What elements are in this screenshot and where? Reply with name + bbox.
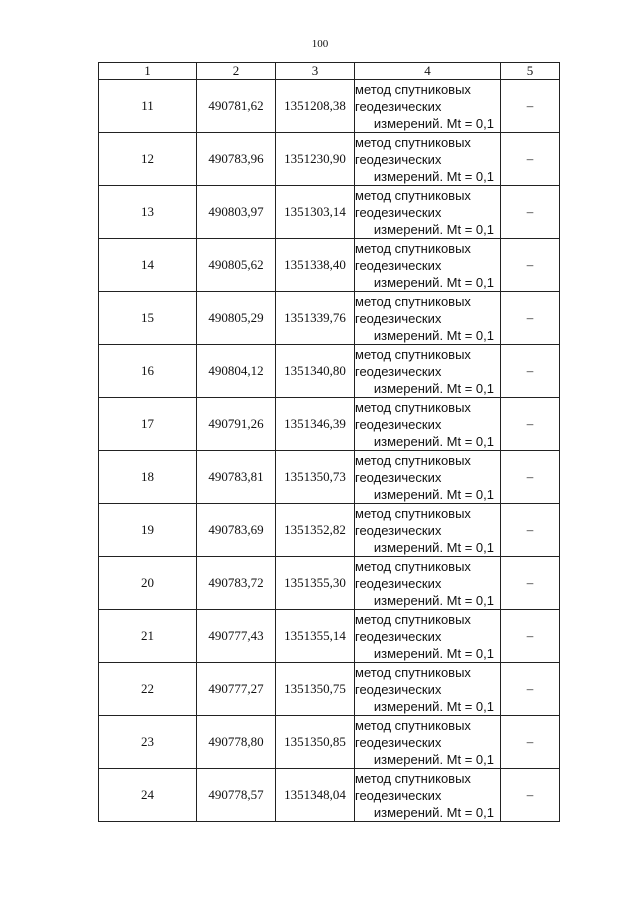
point-number: 13 xyxy=(99,186,197,239)
coordinate-y: 1351346,39 xyxy=(276,398,355,451)
method-line-2: геодезических xyxy=(355,310,442,326)
method-line-2: геодезических xyxy=(355,416,442,432)
method-line-3: измерений. Mt = 0,1 xyxy=(373,645,494,661)
header-col-2: 2 xyxy=(197,63,276,80)
coordinate-y: 1351340,80 xyxy=(276,345,355,398)
method-description xyxy=(355,239,501,292)
note-cell: – xyxy=(501,610,560,663)
note-cell: – xyxy=(501,345,560,398)
point-number: 15 xyxy=(99,292,197,345)
method-description xyxy=(355,769,501,822)
coordinate-y: 1351348,04 xyxy=(276,769,355,822)
note-cell: – xyxy=(501,186,560,239)
coordinate-y: 1351350,73 xyxy=(276,451,355,504)
table-row xyxy=(99,504,560,557)
point-number: 18 xyxy=(99,451,197,504)
method-description xyxy=(355,186,501,239)
method-description xyxy=(355,80,501,133)
method-line-3: измерений. Mt = 0,1 xyxy=(373,327,494,343)
method-line-1: метод спутниковых xyxy=(355,452,471,468)
coordinate-x: 490805,62 xyxy=(197,239,276,292)
method-description xyxy=(355,716,501,769)
header-col-1: 1 xyxy=(99,63,197,80)
method-description xyxy=(355,398,501,451)
method-line-1: метод спутниковых xyxy=(355,558,471,574)
note-cell: – xyxy=(501,504,560,557)
method-line-2: геодезических xyxy=(355,787,442,803)
method-line-2: геодезических xyxy=(355,681,442,697)
header-col-3: 3 xyxy=(276,63,355,80)
coordinate-x: 490783,81 xyxy=(197,451,276,504)
point-number: 19 xyxy=(99,504,197,557)
table-row xyxy=(99,716,560,769)
coordinate-y: 1351208,38 xyxy=(276,80,355,133)
note-cell: – xyxy=(501,80,560,133)
method-description xyxy=(355,345,501,398)
coordinate-x: 490791,26 xyxy=(197,398,276,451)
method-line-2: геодезических xyxy=(355,98,442,114)
point-number: 20 xyxy=(99,557,197,610)
method-line-1: метод спутниковых xyxy=(355,505,471,521)
coordinate-x: 490777,43 xyxy=(197,610,276,663)
method-line-1: метод спутниковых xyxy=(355,187,471,203)
method-line-1: метод спутниковых xyxy=(355,611,471,627)
table-row xyxy=(99,451,560,504)
coordinate-x: 490783,96 xyxy=(197,133,276,186)
table-row xyxy=(99,80,560,133)
method-line-3: измерений. Mt = 0,1 xyxy=(373,115,494,131)
point-number: 11 xyxy=(99,80,197,133)
table-row xyxy=(99,292,560,345)
method-line-1: метод спутниковых xyxy=(355,664,471,680)
method-line-1: метод спутниковых xyxy=(355,240,471,256)
header-col-4: 4 xyxy=(355,63,501,80)
coordinate-y: 1351355,30 xyxy=(276,557,355,610)
coordinate-y: 1351338,40 xyxy=(276,239,355,292)
table-row xyxy=(99,398,560,451)
table-row xyxy=(99,186,560,239)
header-row xyxy=(99,63,560,80)
note-cell: – xyxy=(501,716,560,769)
table-row xyxy=(99,663,560,716)
table-row xyxy=(99,345,560,398)
method-line-3: измерений. Mt = 0,1 xyxy=(373,486,494,502)
method-line-3: измерений. Mt = 0,1 xyxy=(373,804,494,820)
table-row xyxy=(99,769,560,822)
coordinate-x: 490783,69 xyxy=(197,504,276,557)
method-line-2: геодезических xyxy=(355,151,442,167)
table-header xyxy=(99,63,560,80)
method-description xyxy=(355,504,501,557)
method-line-2: геодезических xyxy=(355,363,442,379)
point-number: 16 xyxy=(99,345,197,398)
table-row xyxy=(99,133,560,186)
method-description xyxy=(355,610,501,663)
coordinate-x: 490805,29 xyxy=(197,292,276,345)
method-line-3: измерений. Mt = 0,1 xyxy=(373,168,494,184)
method-description xyxy=(355,663,501,716)
method-line-3: измерений. Mt = 0,1 xyxy=(373,274,494,290)
coordinate-y: 1351352,82 xyxy=(276,504,355,557)
header-col-5: 5 xyxy=(501,63,560,80)
coordinate-y: 1351339,76 xyxy=(276,292,355,345)
method-description xyxy=(355,292,501,345)
method-line-1: метод спутниковых xyxy=(355,399,471,415)
point-number: 17 xyxy=(99,398,197,451)
method-line-2: геодезических xyxy=(355,522,442,538)
method-line-2: геодезических xyxy=(355,575,442,591)
point-number: 24 xyxy=(99,769,197,822)
point-number: 21 xyxy=(99,610,197,663)
method-line-1: метод спутниковых xyxy=(355,717,471,733)
point-number: 14 xyxy=(99,239,197,292)
method-description xyxy=(355,133,501,186)
method-line-2: геодезических xyxy=(355,257,442,273)
coordinates-table xyxy=(98,62,560,822)
method-line-3: измерений. Mt = 0,1 xyxy=(373,698,494,714)
note-cell: – xyxy=(501,769,560,822)
note-cell: – xyxy=(501,451,560,504)
table-row xyxy=(99,239,560,292)
coordinate-x: 490777,27 xyxy=(197,663,276,716)
coordinate-x: 490803,97 xyxy=(197,186,276,239)
method-line-1: метод спутниковых xyxy=(355,770,471,786)
coordinate-y: 1351230,90 xyxy=(276,133,355,186)
method-line-1: метод спутниковых xyxy=(355,134,471,150)
method-line-3: измерений. Mt = 0,1 xyxy=(373,592,494,608)
coordinate-y: 1351355,14 xyxy=(276,610,355,663)
method-line-3: измерений. Mt = 0,1 xyxy=(373,539,494,555)
method-line-2: геодезических xyxy=(355,469,442,485)
method-line-2: геодезических xyxy=(355,204,442,220)
method-line-1: метод спутниковых xyxy=(355,293,471,309)
method-line-3: измерений. Mt = 0,1 xyxy=(373,380,494,396)
method-line-1: метод спутниковых xyxy=(355,346,471,362)
coordinate-x: 490783,72 xyxy=(197,557,276,610)
coordinate-x: 490804,12 xyxy=(197,345,276,398)
method-line-2: геодезических xyxy=(355,628,442,644)
coordinate-x: 490778,80 xyxy=(197,716,276,769)
note-cell: – xyxy=(501,292,560,345)
method-line-3: измерений. Mt = 0,1 xyxy=(373,751,494,767)
method-description xyxy=(355,451,501,504)
coordinate-y: 1351350,85 xyxy=(276,716,355,769)
coordinate-x: 490778,57 xyxy=(197,769,276,822)
method-line-1: метод спутниковых xyxy=(355,81,471,97)
method-line-2: геодезических xyxy=(355,734,442,750)
method-line-3: измерений. Mt = 0,1 xyxy=(373,433,494,449)
point-number: 12 xyxy=(99,133,197,186)
coordinate-x: 490781,62 xyxy=(197,80,276,133)
point-number: 23 xyxy=(99,716,197,769)
table-body xyxy=(99,80,560,822)
page-number: 100 xyxy=(311,38,329,50)
coordinate-y: 1351350,75 xyxy=(276,663,355,716)
table-row xyxy=(99,610,560,663)
note-cell: – xyxy=(501,557,560,610)
note-cell: – xyxy=(501,398,560,451)
coordinate-y: 1351303,14 xyxy=(276,186,355,239)
note-cell: – xyxy=(501,663,560,716)
point-number: 22 xyxy=(99,663,197,716)
method-description xyxy=(355,557,501,610)
note-cell: – xyxy=(501,133,560,186)
table-row xyxy=(99,557,560,610)
note-cell: – xyxy=(501,239,560,292)
method-line-3: измерений. Mt = 0,1 xyxy=(373,221,494,237)
